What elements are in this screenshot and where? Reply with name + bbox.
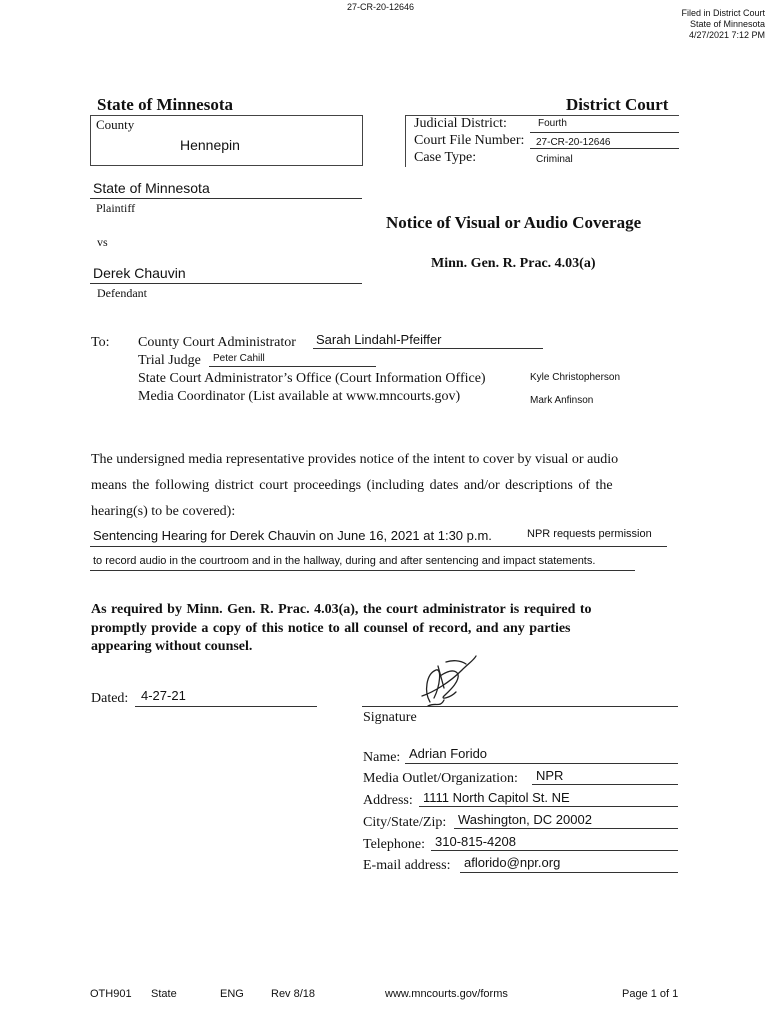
trial-judge-value[interactable]: Peter Cahill xyxy=(213,353,265,364)
hearing-underline-2 xyxy=(90,570,635,571)
body-line-2: means the following district court proceedings (including dates and/or descriptions of the xyxy=(91,478,613,493)
name-value[interactable]: Adrian Forido xyxy=(409,746,488,761)
county-admin-value[interactable]: Sarah Lindahl-Pfeiffer xyxy=(316,332,442,347)
hearing-description-1[interactable]: Sentencing Hearing for Derek Chauvin on June 16, 2021 at 1:30 p.m. xyxy=(93,528,492,543)
plaintiff-name[interactable]: State of Minnesota xyxy=(93,180,210,196)
case-type-label: Case Type: xyxy=(414,150,477,165)
court-file-number-label: Court File Number: xyxy=(414,133,525,148)
footer-state: State xyxy=(151,988,177,1000)
caption-court: District Court xyxy=(566,95,669,114)
case-type-value[interactable]: Criminal xyxy=(536,154,573,165)
signature-label: Signature xyxy=(363,710,417,725)
city-label: City/State/Zip: xyxy=(363,815,447,830)
court-file-number-value[interactable]: 27-CR-20-12646 xyxy=(536,137,611,148)
to-label: To: xyxy=(91,335,110,350)
hearing-underline-1 xyxy=(90,546,667,547)
footer-revision: Rev 8/18 xyxy=(271,988,316,1000)
county-value[interactable]: Hennepin xyxy=(180,137,240,153)
notice-line-2: promptly provide a copy of this notice to all counsel of record, and any parties xyxy=(91,621,571,636)
footer-language: ENG xyxy=(220,988,244,1000)
footer-form-code: OTH901 xyxy=(90,988,132,1000)
telephone-underline xyxy=(431,850,678,851)
outlet-underline xyxy=(532,784,678,785)
header-case-number: 27-CR-20-12646 xyxy=(347,2,415,12)
filed-stamp-line1: Filed in District Court xyxy=(681,8,765,18)
judicial-district-value[interactable]: Fourth xyxy=(538,118,567,129)
hearing-description-1b[interactable]: NPR requests permission xyxy=(527,528,652,540)
signature-underline xyxy=(362,706,678,707)
plaintiff-underline xyxy=(90,198,362,199)
hearing-description-2[interactable]: to record audio in the courtroom and in the hallway, during and after sentencing and impact statements. xyxy=(93,555,596,567)
document-title: Notice of Visual or Audio Coverage xyxy=(386,213,642,232)
telephone-label: Telephone: xyxy=(363,837,425,852)
address-value[interactable]: 1111 North Capitol St. NE xyxy=(423,790,570,805)
media-coordinator-value[interactable]: Mark Anfinson xyxy=(530,395,594,406)
address-label: Address: xyxy=(363,793,413,808)
rule-citation: Minn. Gen. R. Prac. 4.03(a) xyxy=(431,256,596,271)
defendant-label: Defendant xyxy=(97,286,147,300)
dated-underline xyxy=(135,706,317,707)
outlet-label: Media Outlet/Organization: xyxy=(363,771,518,786)
judicial-district-underline xyxy=(530,132,679,133)
name-label: Name: xyxy=(363,750,401,765)
dated-label: Dated: xyxy=(91,691,129,706)
email-underline xyxy=(460,872,678,873)
notice-line-3: appearing without counsel. xyxy=(91,639,253,654)
address-underline xyxy=(419,806,678,807)
name-underline xyxy=(405,763,678,764)
county-admin-label: County Court Administrator xyxy=(138,335,296,350)
judicial-district-label: Judicial District: xyxy=(414,116,507,131)
trial-judge-underline xyxy=(209,366,376,367)
footer-page-number: Page 1 of 1 xyxy=(622,988,679,1000)
filed-stamp-line2: State of Minnesota xyxy=(689,19,765,29)
body-line-1: The undersigned media representative provides notice of the intent to cover by visual or audio xyxy=(91,452,619,467)
defendant-underline xyxy=(90,283,362,284)
vs-label: vs xyxy=(97,235,108,249)
outlet-value[interactable]: NPR xyxy=(536,768,564,783)
notice-line-1: As required by Minn. Gen. R. Prac. 4.03(a), the court administrator is required to xyxy=(91,602,592,617)
state-office-value[interactable]: Kyle Christopherson xyxy=(530,372,621,383)
defendant-name[interactable]: Derek Chauvin xyxy=(93,265,186,281)
media-coordinator-label: Media Coordinator (List available at www.mncourts.gov) xyxy=(138,389,461,404)
plaintiff-label: Plaintiff xyxy=(96,201,136,215)
county-admin-underline xyxy=(313,348,543,349)
telephone-value[interactable]: 310-815-4208 xyxy=(435,834,516,849)
body-line-3: hearing(s) to be covered): xyxy=(91,504,236,519)
email-value[interactable]: aflorido@npr.org xyxy=(464,855,561,870)
trial-judge-label: Trial Judge xyxy=(138,353,201,368)
footer-website-link[interactable]: www.mncourts.gov/forms xyxy=(385,988,508,1000)
county-label: County xyxy=(96,117,135,132)
dated-value[interactable]: 4-27-21 xyxy=(141,688,186,703)
filed-stamp-line3: 4/27/2021 7:12 PM xyxy=(688,30,765,40)
state-office-label: State Court Administrator’s Office (Court Information Office) xyxy=(138,371,486,386)
city-underline xyxy=(454,828,678,829)
caption-state: State of Minnesota xyxy=(97,95,233,114)
court-file-number-underline xyxy=(530,148,679,149)
filed-stamp xyxy=(681,8,765,41)
city-value[interactable]: Washington, DC 20002 xyxy=(458,812,592,827)
email-label: E-mail address: xyxy=(363,858,451,873)
